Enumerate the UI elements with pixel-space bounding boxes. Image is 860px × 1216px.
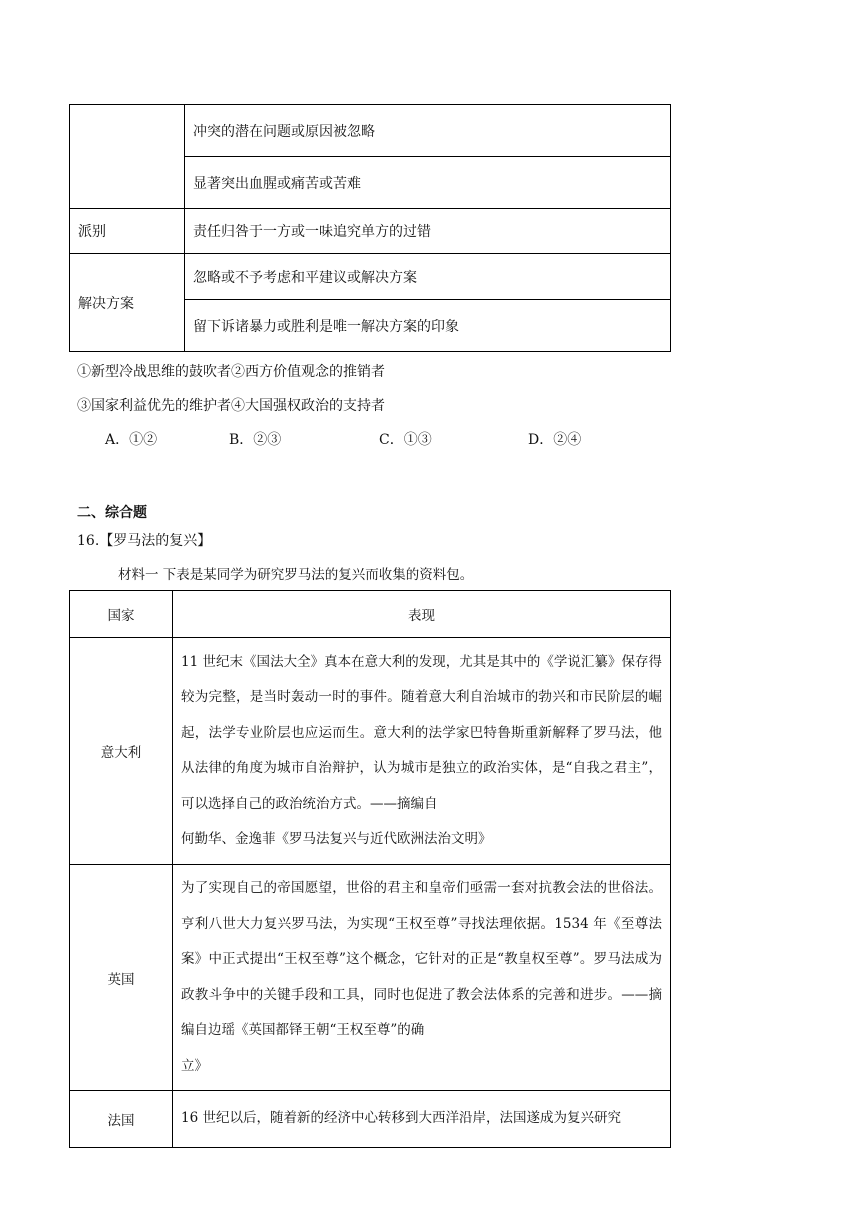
table2-text: 为了实现自己的帝国愿望，世俗的君主和皇帝们亟需一套对抗教会法的世俗法。亨利八世大力复兴罗马法，为实现“王权至尊”寻找法理依据。1534 年《至尊法案》中正式提出“王权至尊”这个概念，它针对的正是“教皇权至尊”。罗马法成为政教斗争中的关键手段和工具，同时也促进了教会法体系的完善和进步。——摘编自边瑶《英国都铎王朝“王权至尊”的确 (181, 880, 662, 1038)
table2-text-cell (173, 638, 671, 865)
table2-header-country: 国家 (70, 591, 173, 638)
table1-key-cell: 解决方案 (70, 254, 185, 352)
table2-text-cell (173, 865, 671, 1091)
table2-text: 16 世纪以后，随着新的经济中心转移到大西洋沿岸，法国遂成为复兴研究 (181, 1110, 621, 1127)
roman-law-table (69, 590, 671, 1148)
option-d[interactable]: D．②④ (528, 432, 582, 448)
table1-key-cell: 派别 (70, 209, 185, 254)
table2-text-cell (173, 1091, 671, 1148)
section-heading: 二、综合题 (77, 505, 147, 521)
option-a[interactable]: A．①② (105, 432, 158, 448)
conflict-frame-table (69, 104, 671, 352)
material-intro: 材料一 下表是某同学为研究罗马法的复兴而收集的资料包。 (118, 567, 474, 583)
table2-source: 何勤华、金逸菲《罗马法复兴与近代欧洲法治文明》 (181, 831, 492, 847)
table2-header-performance: 表现 (173, 591, 671, 638)
table2-country-cell: 意大利 (70, 638, 173, 865)
question-title: 16.【罗马法的复兴】 (77, 533, 212, 549)
table1-value-cell: 责任归咎于一方或一味追究单方的过错 (185, 209, 671, 254)
table1-key-cell (70, 105, 185, 209)
option-b[interactable]: B．②③ (229, 432, 282, 448)
table2-country-cell: 英国 (70, 865, 173, 1091)
table2-country-cell: 法国 (70, 1091, 173, 1148)
table2-text: 11 世纪末《国法大全》真本在意大利的发现，尤其是其中的《学说汇纂》保存得较为完整，是当时轰动一时的事件。随着意大利自治城市的勃兴和市民阶层的崛起，法学专业阶层也应运而生。意大利的法学家巴特鲁斯重新解释了罗马法，他从法律的角度为城市自治辩护，认为城市是独立的政治实体，是“自我之君主”，可以选择自己的政治统治方式。——摘编自 (181, 653, 662, 812)
table1-value-cell: 忽略或不予考虑和平建议或解决方案 (185, 254, 671, 300)
option-c[interactable]: C．①③ (379, 432, 432, 448)
statement-line-2: ③国家利益优先的维护者④大国强权政治的支持者 (77, 398, 385, 414)
table2-source: 立》 (181, 1057, 208, 1074)
table1-value-cell: 留下诉诸暴力或胜利是唯一解决方案的印象 (185, 300, 671, 352)
statement-line-1: ①新型冷战思维的鼓吹者②西方价值观念的推销者 (77, 364, 385, 380)
table1-value-cell: 冲突的潜在问题或原因被忽略 (185, 105, 671, 157)
table1-value-cell: 显著突出血腥或痛苦或苦难 (185, 157, 671, 209)
